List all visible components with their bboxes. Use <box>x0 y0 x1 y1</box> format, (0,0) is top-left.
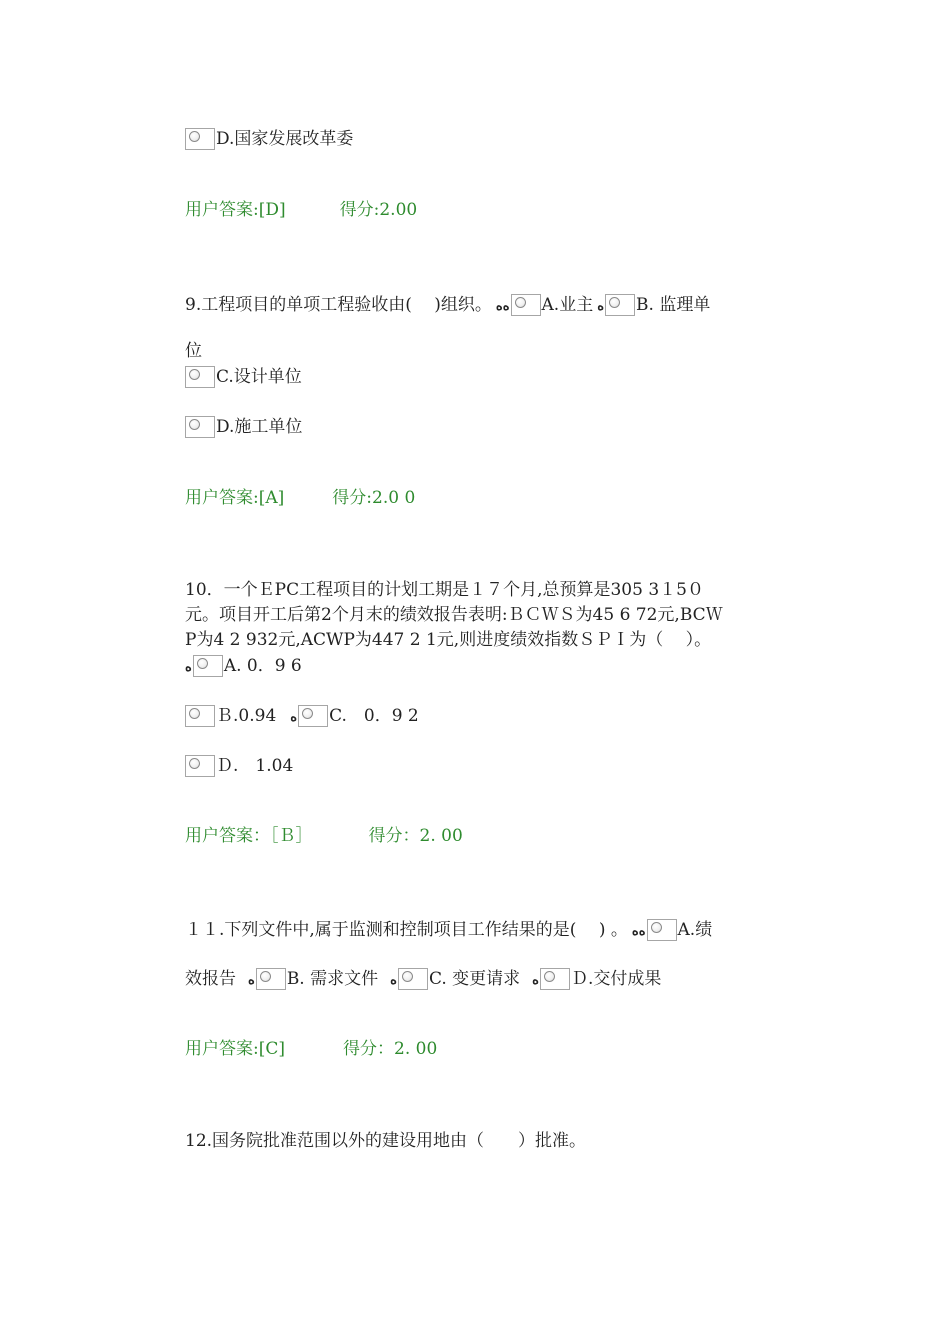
user-answer: 用户答案:[A] <box>185 488 285 508</box>
option-label: Ｄ. 1.04 <box>216 756 294 776</box>
q9-option-b-continued: 位 <box>185 341 202 361</box>
option-label: A.绩 <box>677 920 713 940</box>
user-answer: 用户答案:[D] <box>185 200 286 220</box>
q11-options-row <box>185 968 661 992</box>
artifact-glyph: ﻩ <box>532 973 539 988</box>
q9-option-c-row <box>185 366 302 388</box>
q11-stem-row <box>185 919 712 943</box>
q10-option-d-row <box>185 755 293 777</box>
question-stem: 9.工程项目的单项工程验收由( )组织。 <box>185 295 492 315</box>
radio-option-c[interactable] <box>398 968 428 990</box>
artifact-glyph: ﻩ <box>597 299 605 314</box>
radio-option-a[interactable] <box>511 294 541 316</box>
q9-answer-row <box>185 487 415 509</box>
q8-answer-row <box>185 199 417 221</box>
option-label: C. 0．9 2 <box>329 706 419 726</box>
q11-answer-row <box>185 1038 437 1060</box>
radio-option-d[interactable] <box>185 128 215 150</box>
radio-option-a[interactable] <box>647 919 677 941</box>
score: 得分:2.0 0 <box>332 488 416 508</box>
artifact-glyph: ﻩ <box>185 660 192 675</box>
option-a-continued: 效报告 <box>185 969 236 989</box>
q8-option-d-row <box>185 128 353 150</box>
score: 得分：2. 00 <box>368 826 463 846</box>
radio-option-c[interactable] <box>185 366 215 388</box>
radio-option-d[interactable] <box>185 416 215 438</box>
option-label: D.施工单位 <box>216 417 303 437</box>
option-label: A.业主 <box>541 295 594 315</box>
radio-option-d[interactable] <box>185 755 215 777</box>
option-label: D.国家发展改革委 <box>216 129 354 149</box>
radio-option-b[interactable] <box>185 705 215 727</box>
option-label: C.设计单位 <box>216 367 302 387</box>
q10-stem-line-1: 10．一个ＥPC工程项目的计划工期是１７个月,总预算是305 3１5０ <box>185 580 704 600</box>
score: 得分:2.00 <box>339 200 418 220</box>
option-label: B. 监理单 <box>636 295 711 315</box>
user-answer: 用户答案:[C] <box>185 1039 285 1059</box>
artifact-glyph: ﻩ <box>390 973 397 988</box>
q12-stem-row: 12.国务院批准范围以外的建设用地由（ ）批准。 <box>185 1131 587 1151</box>
radio-option-a[interactable] <box>193 655 223 677</box>
radio-option-b[interactable] <box>605 294 635 316</box>
q9-stem-row <box>185 294 710 318</box>
q10-option-a-row <box>185 655 302 679</box>
radio-option-c[interactable] <box>298 705 328 727</box>
q9-option-d-row <box>185 416 302 438</box>
option-label: C. 变更请求 <box>428 969 521 989</box>
radio-option-d[interactable] <box>540 968 570 990</box>
artifact-glyph: ﻩ <box>248 973 255 988</box>
artifact-glyph: ﻩﻩ <box>495 299 510 314</box>
option-label: A. 0．9 6 <box>223 656 302 676</box>
q10-answer-row <box>185 825 463 847</box>
option-label: B. 需求文件 <box>286 969 379 989</box>
artifact-glyph: ﻩﻩ <box>631 924 646 939</box>
q10-stem-line-2: 元。项目开工后第2个月末的绩效报告表明:ＢＣＷＳ为45 6 72元,BCＷ <box>185 605 723 625</box>
user-answer: 用户答案：［Ｂ］ <box>185 826 313 846</box>
option-label: Ｄ.交付成果 <box>570 969 662 989</box>
option-label: Ｂ.0.94 <box>216 706 277 726</box>
score: 得分：2. 00 <box>343 1039 438 1059</box>
q10-stem-line-3: P为4 2 932元,ACWP为447 2 1元,则进度绩效指数ＳＰＩ为（ ）。 <box>185 630 712 650</box>
artifact-glyph: ﻩ <box>290 710 298 725</box>
q10-option-bc-row <box>185 705 419 729</box>
radio-option-b[interactable] <box>256 968 286 990</box>
question-stem: １１.下列文件中,属于监测和控制项目工作结果的是( ) 。 <box>185 920 628 940</box>
